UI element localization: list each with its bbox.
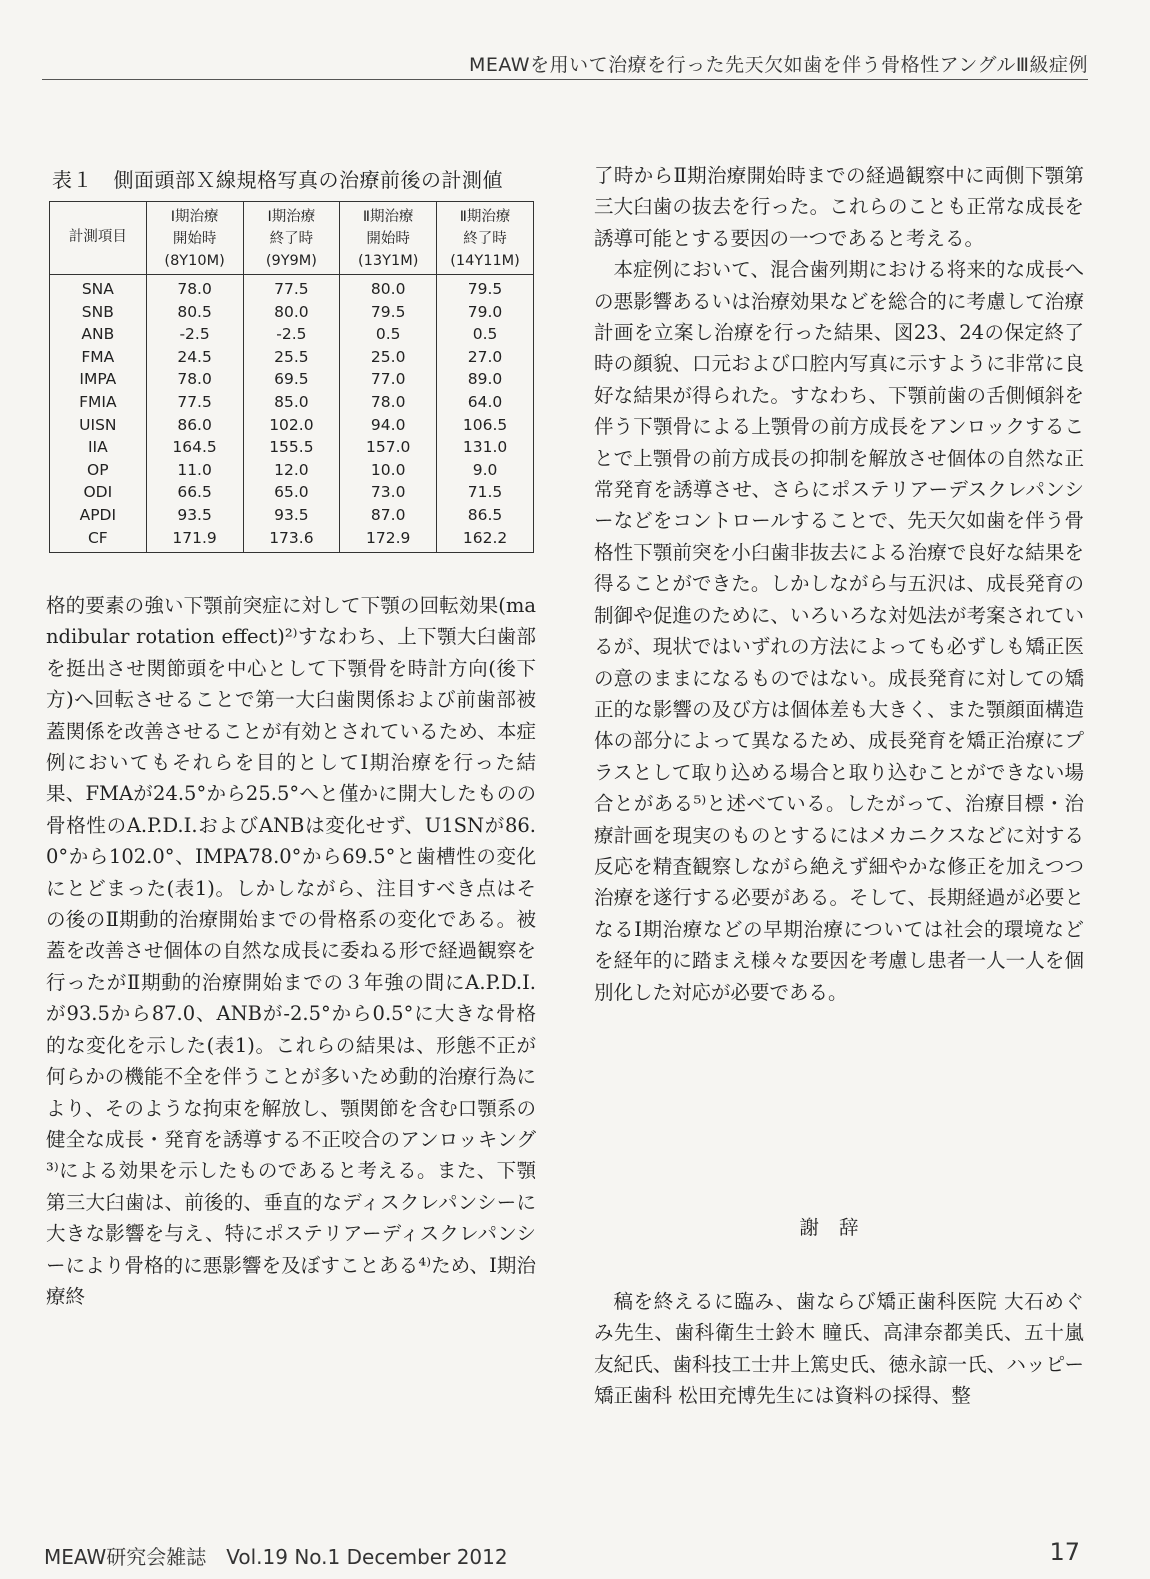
acknowledgment-heading: 謝辞 (799, 1216, 879, 1239)
table-row (50, 459, 534, 482)
table-cell-value: 65.0 (243, 481, 340, 504)
table-cell-value: 106.5 (437, 414, 534, 437)
table-cell-value: 78.0 (146, 275, 243, 301)
table-cell-value: 102.0 (243, 414, 340, 437)
table-cell-value: 25.0 (340, 346, 437, 369)
table-cell-item: FMA (50, 346, 147, 369)
left-column (46, 590, 536, 1312)
table-row (50, 527, 534, 553)
table-caption: 表１ 側面頭部Ｘ線規格写真の治療前後の計測値 (52, 168, 503, 192)
table-cell-value: 93.5 (243, 504, 340, 527)
table-cell-value: 86.0 (146, 414, 243, 437)
table-cell-item: ODI (50, 481, 147, 504)
table-cell-value: 69.5 (243, 368, 340, 391)
table-cell-value: 77.5 (243, 275, 340, 301)
table-cell-value: 80.0 (243, 301, 340, 324)
measurement-table (49, 201, 534, 553)
table-cell-value: 93.5 (146, 504, 243, 527)
table-cell-value: 79.5 (340, 301, 437, 324)
column-header: Ⅰ期治療 開始時 (8Y10M) (146, 202, 243, 275)
table-row (50, 481, 534, 504)
table-header-row (50, 202, 534, 275)
column-header: Ⅰ期治療 終了時 (9Y9M) (243, 202, 340, 275)
page-number: 17 (1049, 1538, 1080, 1566)
body-paragraph: 格的要素の強い下顎前突症に対して下顎の回転効果(mandibular rotation effect)²⁾すなわち、上下顎大臼歯部を挺出させ関節頭を中心として下顎骨を時計方向(後下方)へ回転させることで第一大臼歯関係および前歯部被蓋関係を改善させることが有効とされているため、本症例においてもそれらを目的としてⅠ期治療を行った結果、FMAが24.5°から25.5°へと僅かに開大したものの骨格性のA.P.D.I.およびANBは変化せず、U1SNが86.0°から102.0°、IMPA78.0°から69.5°と歯槽性の変化にとどまった(表1)。しかしながら、注目すべき点はその後のⅡ期動的治療開始までの骨格系の変化である。被蓋を改善させ個体の自然な成長に委ねる形で経過観察を行ったがⅡ期動的治療開始までの３年強の間にA.P.D.I.が93.5から87.0、ANBが-2.5°から0.5°に大きな骨格的な変化を示した(表1)。これらの結果は、形態不正が何らかの機能不全を伴うことが多いため動的治療行為により、そのような拘束を解放し、顎関節を含む口顎系の健全な成長・発育を誘導する不正咬合のアンロッキング³⁾による効果を示したものであると考える。また、下顎第三大臼歯は、前後的、垂直的なディスクレパンシーに大きな影響を与え、特にポステリアーディスクレパンシーにより骨格的に悪影響を及ぼすことある⁴⁾ため、Ⅰ期治療終 (46, 594, 536, 1308)
table-row (50, 368, 534, 391)
table-cell-value: 78.0 (340, 391, 437, 414)
running-title: MEAWを用いて治療を行った先天欠如歯を伴う骨格性アングルⅢ級症例 (468, 54, 1088, 76)
table-row (50, 414, 534, 437)
header-rule (42, 79, 1088, 80)
table-cell-value: 73.0 (340, 481, 437, 504)
table-cell-value: 25.5 (243, 346, 340, 369)
table-row (50, 323, 534, 346)
table-cell-item: SNB (50, 301, 147, 324)
body-paragraph: 了時からⅡ期治療開始時までの経過観察中に両側下顎第三大臼歯の抜去を行った。これらのことも正常な成長を誘導可能とする要因の一つであると考える。 (594, 164, 1084, 250)
table-cell-value: 86.5 (437, 504, 534, 527)
table-cell-value: 85.0 (243, 391, 340, 414)
table-cell-value: 171.9 (146, 527, 243, 553)
table-cell-value: 94.0 (340, 414, 437, 437)
journal-footer: MEAW研究会雑誌 Vol.19 No.1 December 2012 (44, 1545, 508, 1569)
body-paragraph: 本症例において、混合歯列期における将来的な成長への悪影響あるいは治療効果などを総合的に考慮して治療計画を立案し治療を行った結果、図23、24の保定終了時の顔貌、口元および口腔内写真に示すように非常に良好な結果が得られた。すなわち、下顎前歯の舌側傾斜を伴う下顎骨による上顎骨の前方成長をアンロックすることで上顎骨の前方成長の抑制を解放させ個体の自然な正常発育を誘導させ、さらにポステリアーデスクレパンシーなどをコントロールすることで、先天欠如歯を伴う骨格性下顎前突を小臼歯非抜去による治療で良好な結果を得ることができた。しかしながら与五沢は、成長発育の制御や促進のために、いろいろな対処法が考案されているが、現状ではいずれの方法によっても必ずしも矯正医の意のままになるものではない。成長発育に対しての矯正的な影響の及び方は個体差も大きく、また顎顔面構造体の部分によって異なるため、成長発育を矯正治療にプラスとして取り込める場合と取り込むことができない場合とがある⁵⁾と述べている。したがって、治療目標・治療計画を現実のものとするにはメカニクスなどに対する反応を精査観察しながら絶えず細やかな修正を加えつつ治療を遂行する必要がある。そして、長期経過が必要となるⅠ期治療などの早期治療については社会的環境などを経年的に踏まえ様々な要因を考慮し患者一人一人を個別化した対応が必要である。 (594, 258, 1084, 1004)
acknowledgment-text: 稿を終えるに臨み、歯ならび矯正歯科医院 大石めぐみ先生、歯科衛生士鈴木 瞳氏、高津奈都美氏、五十嵐友紀氏、歯科技工士井上篤史氏、徳永諒一氏、ハッピー矯正歯科 松田充博先生には資料の採得、整 (594, 1290, 1084, 1408)
table-row (50, 504, 534, 527)
table-cell-item: SNA (50, 275, 147, 301)
table-cell-value: 89.0 (437, 368, 534, 391)
table-cell-value: 77.5 (146, 391, 243, 414)
table-cell-value: 77.0 (340, 368, 437, 391)
right-column (594, 160, 1084, 1008)
table-cell-value: -2.5 (243, 323, 340, 346)
table-cell-value: 24.5 (146, 346, 243, 369)
table-cell-value: 66.5 (146, 481, 243, 504)
table-row (50, 301, 534, 324)
table-cell-value: 172.9 (340, 527, 437, 553)
table-cell-value: 80.0 (340, 275, 437, 301)
table-cell-value: 10.0 (340, 459, 437, 482)
table-row (50, 436, 534, 459)
table-cell-item: OP (50, 459, 147, 482)
column-header: Ⅱ期治療 終了時 (14Y11M) (437, 202, 534, 275)
table-cell-item: IIA (50, 436, 147, 459)
table-cell-item: APDI (50, 504, 147, 527)
table-row (50, 275, 534, 301)
table-cell-value: 164.5 (146, 436, 243, 459)
acknowledgment-body (594, 1286, 1084, 1412)
table-cell-value: 162.2 (437, 527, 534, 553)
table-cell-value: 11.0 (146, 459, 243, 482)
table-cell-item: ANB (50, 323, 147, 346)
table-cell-value: 64.0 (437, 391, 534, 414)
table-cell-value: 155.5 (243, 436, 340, 459)
column-header: Ⅱ期治療 開始時 (13Y1M) (340, 202, 437, 275)
table-cell-item: FMIA (50, 391, 147, 414)
table-cell-value: 79.5 (437, 275, 534, 301)
table-cell-value: 9.0 (437, 459, 534, 482)
table-cell-value: 0.5 (340, 323, 437, 346)
table-cell-item: UISN (50, 414, 147, 437)
table-cell-value: 78.0 (146, 368, 243, 391)
table-cell-value: -2.5 (146, 323, 243, 346)
table-cell-value: 157.0 (340, 436, 437, 459)
table-cell-value: 87.0 (340, 504, 437, 527)
table-cell-value: 27.0 (437, 346, 534, 369)
table-row (50, 391, 534, 414)
table-cell-value: 131.0 (437, 436, 534, 459)
table-cell-item: CF (50, 527, 147, 553)
table-cell-item: IMPA (50, 368, 147, 391)
table-cell-value: 12.0 (243, 459, 340, 482)
table-cell-value: 71.5 (437, 481, 534, 504)
table-cell-value: 0.5 (437, 323, 534, 346)
table-cell-value: 79.0 (437, 301, 534, 324)
table-row (50, 346, 534, 369)
table-cell-value: 80.5 (146, 301, 243, 324)
table-cell-value: 173.6 (243, 527, 340, 553)
table-body (50, 275, 534, 553)
column-header-item: 計測項目 (50, 202, 147, 275)
